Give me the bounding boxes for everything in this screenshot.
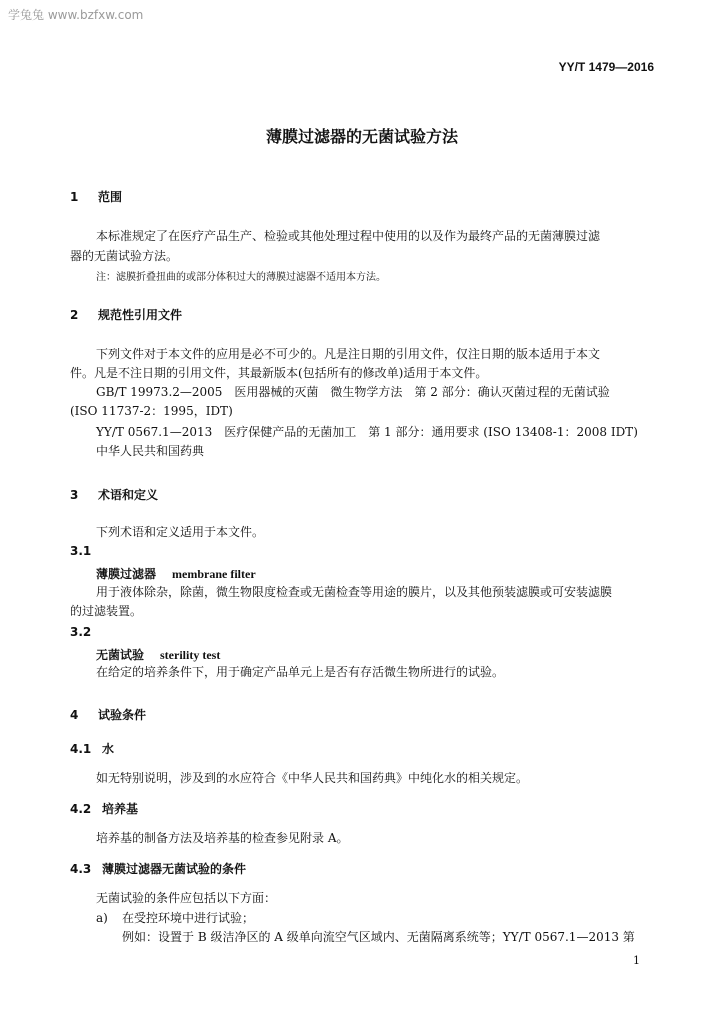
subsection-number: 4.2 [70,802,92,816]
page-number: 1 [633,954,640,967]
term-number: 3.1 [70,544,92,558]
paragraph-line: 件。凡是不注日期的引用文件，其最新版本(包括所有的修改单)适用于本文件。 [70,366,488,380]
reference-line: (ISO 11737-2：1995，IDT) [70,404,233,418]
subsection-title: 培养基 [102,802,139,816]
term-entry [96,565,256,582]
section-number: 3 [70,488,79,502]
section-2-heading [70,306,182,323]
section-title: 范围 [98,190,123,204]
document-title: 薄膜过滤器的无菌试验方法 [265,127,458,146]
paragraph-line: 器的无菌试验方法。 [70,249,179,263]
section-3-heading [70,486,158,503]
subsection-4-2-heading [70,800,138,817]
section-title: 试验条件 [98,708,147,722]
term-english: sterility test [160,648,221,662]
term-chinese: 薄膜过滤器 [96,567,157,581]
section-4-heading [70,706,146,723]
paragraph-line: 下列文件对于本文件的应用是必不可少的。凡是注日期的引用文件，仅注日期的版本适用于本文 [96,347,601,361]
section-number: 4 [70,708,79,722]
term-entry [96,646,220,663]
section-title: 规范性引用文件 [98,308,183,322]
definition-line: 用于液体除杂，除菌，微生物限度检查或无菌检查等用途的膜片，以及其他预装滤膜或可安装滤膜 [96,585,613,599]
definition-line: 在给定的培养条件下，用于确定产品单元上是否有存活微生物所进行的试验。 [96,665,505,679]
watermark: 学兔兔 www.bzfxw.com [8,8,144,22]
term-chinese: 无菌试验 [96,648,145,662]
subsection-title: 薄膜过滤器无菌试验的条件 [102,862,247,876]
list-item-example: 例如：设置于 B 级洁净区的 A 级单向流空气区域内、无菌隔离系统等；YY/T 0567.1—2013 第 [122,930,635,944]
section-number: 2 [70,308,79,322]
paragraph-line: 如无特别说明，涉及到的水应符合《中华人民共和国药典》中纯化水的相关规定。 [96,771,529,785]
list-item-text: 在受控环境中进行试验； [122,911,255,925]
reference-line: YY/T 0567.1—2013 医疗保健产品的无菌加工 第 1 部分：通用要求 (ISO 13408-1：2008 IDT) [96,425,638,439]
reference-line: GB/T 19973.2—2005 医用器械的灭菌 微生物学方法 第 2 部分：确认灭菌过程的无菌试验 [96,385,610,399]
section-title: 术语和定义 [98,488,159,502]
note: 注：滤膜折叠扭曲的或部分体积过大的薄膜过滤器不适用本方法。 [96,272,386,283]
paragraph-line: 本标准规定了在医疗产品生产、检验或其他处理过程中使用的以及作为最终产品的无菌薄膜过滤 [96,229,601,243]
standard-code: YY/T 1479—2016 [558,60,654,74]
subsection-number: 4.1 [70,742,92,756]
section-number: 1 [70,190,79,204]
paragraph-line: 下列术语和定义适用于本文件。 [96,525,265,539]
subsection-4-3-heading [70,860,246,877]
subsection-title: 水 [102,742,115,756]
subsection-4-1-heading [70,740,114,757]
term-english: membrane filter [172,567,256,581]
list-item-label: a) [96,911,108,925]
subsection-number: 4.3 [70,862,92,876]
reference-line: 中华人民共和国药典 [96,444,205,458]
paragraph-line: 培养基的制备方法及培养基的检查参见附录 A。 [96,831,349,845]
paragraph-line: 无菌试验的条件应包括以下方面： [96,891,277,905]
section-1-heading [70,188,122,205]
definition-line: 的过滤装置。 [70,604,143,618]
term-number: 3.2 [70,625,92,639]
